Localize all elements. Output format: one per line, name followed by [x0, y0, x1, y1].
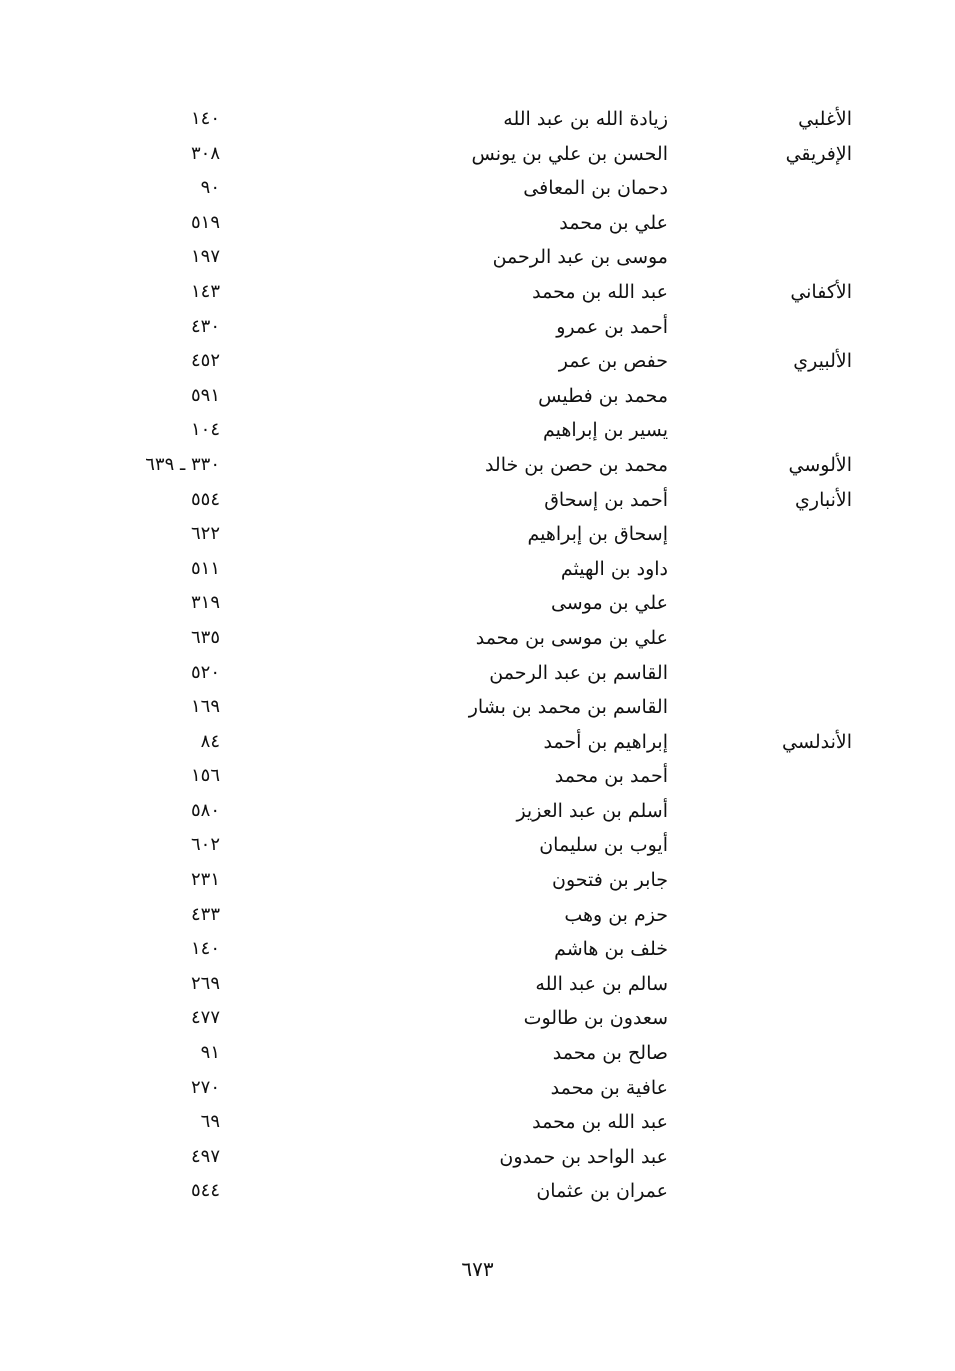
person-name: داود بن الهيثم — [560, 557, 668, 580]
index-entry — [100, 381, 860, 416]
page-reference: ٥٢٠ — [190, 661, 220, 683]
index-entry — [100, 485, 860, 520]
person-name: موسى بن عبد الرحمن — [492, 246, 668, 269]
page-reference: ٦٩ — [200, 1111, 220, 1133]
index-entry — [100, 450, 860, 485]
person-name: سعدون بن طالوت — [523, 1007, 668, 1030]
page-reference: ٢٦٩ — [190, 972, 220, 994]
index-entry — [100, 623, 860, 658]
page-reference: ٨٤ — [200, 730, 220, 752]
page-reference: ٥١٩ — [190, 211, 220, 233]
page-reference: ٥٨٠ — [190, 799, 220, 821]
person-name: علي بن موسى بن محمد — [475, 626, 668, 649]
page-reference: ٤٥٢ — [190, 350, 220, 372]
nisba-label: الألوسي — [788, 453, 852, 476]
person-name: إبراهيم بن أحمد — [543, 730, 668, 753]
page-reference: ٤٣٠ — [190, 315, 220, 337]
person-name: الحسن بن علي بن يونس — [471, 142, 668, 165]
index-entry — [100, 208, 860, 243]
nisba-label: الألبيري — [793, 350, 852, 373]
index-entry — [100, 312, 860, 347]
person-name: حفص بن عمر — [558, 350, 668, 373]
page-reference: ١٤٠ — [190, 108, 220, 129]
person-name: أحمد بن إسحاق — [544, 488, 668, 511]
person-name: عبد الله بن محمد — [532, 280, 668, 303]
nisba-label: الإفريقي — [785, 142, 852, 165]
person-name: عمران بن عثمان — [536, 1180, 668, 1203]
page-reference: ٦٢٢ — [190, 523, 220, 545]
nisba-label: الأندلسي — [782, 730, 852, 753]
index-entry — [100, 139, 860, 174]
index-entry — [100, 900, 860, 935]
person-name: أسلم بن عبد العزيز — [516, 799, 668, 822]
index-entry — [100, 1003, 860, 1038]
person-name: علي بن محمد — [559, 211, 668, 234]
person-name: يسير بن إبراهيم — [542, 419, 668, 442]
nisba-label: الأغلبي — [798, 108, 852, 130]
index-entry — [100, 865, 860, 900]
index-entry — [100, 761, 860, 796]
page-reference: ٥٤٤ — [190, 1180, 220, 1202]
page-reference: ٢٣١ — [190, 869, 220, 891]
page-reference: ٣١٩ — [190, 592, 220, 614]
index-entry — [100, 588, 860, 623]
person-name: عافية بن محمد — [550, 1076, 668, 1099]
person-name: حزم بن وهب — [564, 903, 668, 926]
person-name: إسحاق بن إبراهيم — [527, 523, 668, 546]
person-name: زيادة الله بن عبد الله — [503, 108, 668, 130]
person-name: علي بن موسى — [550, 592, 668, 615]
page-reference: ٩١ — [200, 1042, 220, 1064]
index-entry — [100, 796, 860, 831]
person-name: جابر بن فتحون — [552, 869, 668, 892]
page-reference: ٤٧٧ — [190, 1007, 220, 1029]
index-entry — [100, 104, 860, 139]
person-name: القاسم بن عبد الرحمن — [489, 661, 668, 684]
index-entry — [100, 1107, 860, 1142]
nisba-label: الأكفاني — [790, 280, 852, 303]
index-entry — [100, 969, 860, 1004]
index-entry — [100, 658, 860, 693]
index-entry — [100, 1176, 860, 1211]
page-reference: ٥١١ — [190, 557, 220, 579]
page-reference: ٦٣٥ — [190, 626, 220, 648]
page-reference: ٥٥٤ — [190, 488, 220, 510]
page-reference: ٢٧٠ — [190, 1076, 220, 1098]
page-reference: ٩٠ — [200, 177, 220, 199]
person-name: أيوب بن سليمان — [539, 834, 668, 857]
index-entry — [100, 346, 860, 381]
index-entry — [100, 934, 860, 969]
index-entry — [100, 1073, 860, 1108]
person-name: صالح بن محمد — [552, 1042, 668, 1065]
page-reference: ٣٠٨ — [190, 142, 220, 164]
index-entry — [100, 727, 860, 762]
page-reference: ٤٣٣ — [190, 903, 220, 925]
page-reference: ١٩٧ — [190, 246, 220, 268]
page-number: ٦٧٣ — [461, 1257, 494, 1281]
person-name: أحمد بن عمرو — [556, 315, 668, 338]
person-name: دحمان بن المعافى — [523, 177, 668, 200]
person-name: عبد الواحد بن حمدون — [499, 1145, 668, 1168]
index-entry — [100, 519, 860, 554]
page-reference: ٥٩١ — [190, 384, 220, 406]
index-entry — [100, 692, 860, 727]
person-name: خلف بن هاشم — [554, 938, 668, 961]
page-reference: ١٠٤ — [190, 419, 220, 441]
person-name: عبد الله بن محمد — [532, 1111, 668, 1134]
index-entry — [100, 554, 860, 589]
index-entry — [100, 242, 860, 277]
person-name: سالم بن عبد الله — [535, 972, 668, 995]
page-reference: ٣٣٠ ـ ٦٣٩ — [145, 453, 220, 475]
page-reference: ٤٩٧ — [190, 1145, 220, 1167]
index-entry — [100, 830, 860, 865]
index-list — [100, 104, 860, 1211]
person-name: أحمد بن محمد — [554, 765, 668, 788]
index-entry — [100, 415, 860, 450]
person-name: محمد بن فطيس — [538, 384, 668, 407]
nisba-label: الأنباري — [795, 488, 852, 511]
index-entry — [100, 1038, 860, 1073]
index-entry — [100, 173, 860, 208]
person-name: محمد بن حصن بن خالد — [484, 453, 668, 476]
person-name: القاسم بن محمد بن بشار — [468, 696, 668, 719]
page-reference: ١٤٠ — [190, 938, 220, 960]
page-reference: ١٤٣ — [190, 280, 220, 302]
index-entry — [100, 1142, 860, 1177]
index-entry — [100, 277, 860, 312]
page-reference: ١٦٩ — [190, 696, 220, 718]
page-reference: ١٥٦ — [190, 765, 220, 787]
page-reference: ٦٠٢ — [190, 834, 220, 856]
